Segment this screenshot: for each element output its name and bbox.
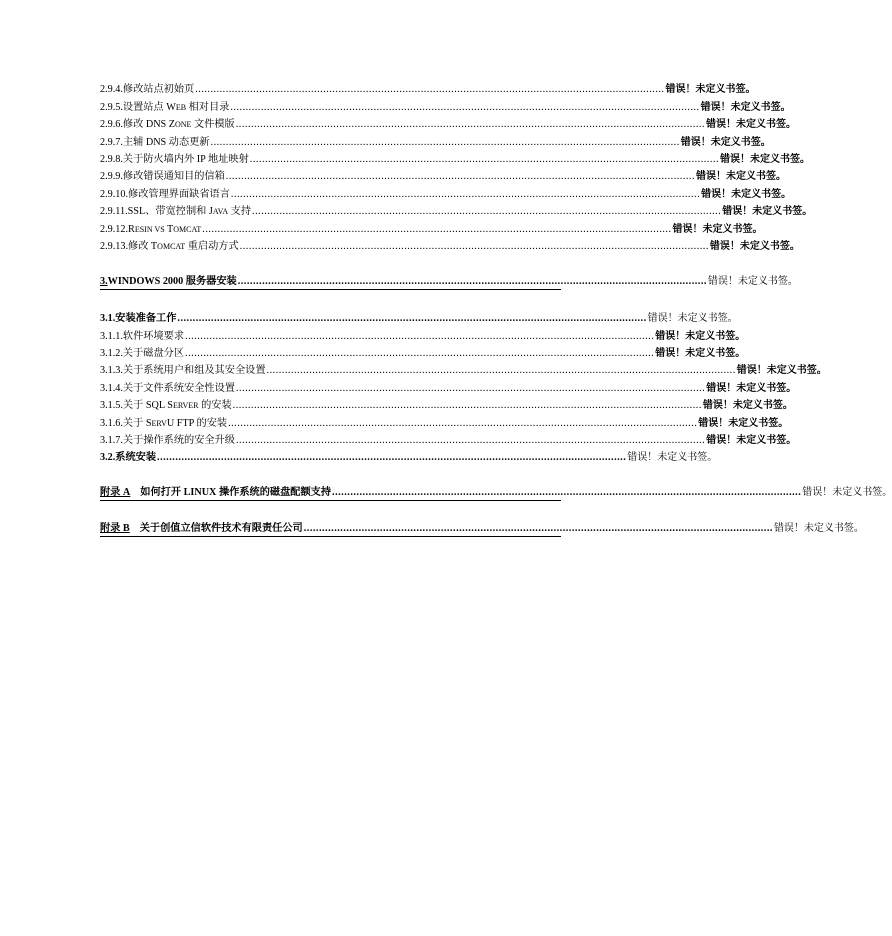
toc-entry[interactable] [100, 237, 800, 254]
toc-entry-title-part: ONE [175, 120, 192, 130]
toc-entry[interactable] [100, 378, 797, 395]
toc-page-ref: 错误！未定义书签。 [706, 435, 797, 447]
toc-page-ref: 错误！未定义书签。 [707, 275, 798, 287]
toc-entry-title: 安装准备工作 [115, 313, 177, 325]
toc-entry-3-1[interactable] [100, 309, 738, 326]
toc-page-ref: 错误！未定义书签。 [655, 330, 746, 342]
toc-entry-number: 2.9.6. [100, 119, 123, 131]
toc-entry-title-part: 相对目录 [186, 101, 230, 113]
toc-entry-title-part: 关于磁盘分区 [122, 348, 185, 360]
toc-entry-title-part: 软件环境要求 [122, 330, 185, 342]
toc-entry-number: 2.9.9. [100, 171, 123, 183]
toc-entry-title-part: 设置站点 W [122, 101, 176, 113]
toc-page-ref: 错误！未定义书签。 [655, 348, 746, 360]
toc-entry-title: WINDOWS 2000 服务器安装 [107, 275, 237, 287]
toc-entry-title [123, 170, 225, 184]
toc-page-ref: 错误！未定义书签。 [680, 136, 771, 148]
toc-page-ref: 错误！未定义书签。 [705, 119, 796, 131]
toc-leader-dots: .......................................................................................................................................................... [235, 435, 706, 447]
toc-entry-title [123, 330, 184, 344]
toc-group-3-1 [100, 326, 827, 448]
toc-entry-number: 3.1.3. [100, 365, 123, 377]
toc-entry-title-part: 支持 [228, 206, 252, 218]
toc-entry-title-part: SSL、带宽控制和 J [127, 206, 213, 218]
toc-entry-appendix-b[interactable] [100, 520, 864, 537]
toc-entry-number: 3.1.6. [100, 417, 123, 429]
toc-leader-dots: .......................................................................................................................................................... [185, 330, 655, 342]
toc-entry-title [123, 382, 235, 396]
toc-leader-dots: .......................................................................................................................................................... [232, 400, 702, 412]
toc-entry-title-part: ERVER [172, 401, 199, 411]
toc-entry-title [123, 364, 266, 378]
toc-page-ref: 错误！未定义书签。 [627, 452, 718, 464]
toc-entry[interactable] [100, 413, 789, 430]
toc-entry[interactable] [100, 80, 756, 97]
toc-entry-title [128, 240, 239, 254]
toc-entry-number: 2.9.7. [100, 136, 123, 148]
toc-entry-title-part: 修改错误通知目的信箱 [122, 171, 225, 183]
toc-entry-number: 3.1.2. [100, 348, 123, 360]
toc-leader-dots: .......................................................................................................................................................... [239, 240, 709, 252]
toc-leader-dots: .......................................................................................................................................................... [195, 84, 665, 96]
toc-leader-dots: .......................................................................................................................................................... [202, 223, 672, 235]
toc-entry-number: 3. [100, 275, 108, 287]
toc-entry-number: 2.9.4. [100, 84, 123, 96]
toc-entry[interactable] [100, 115, 796, 132]
toc-page-ref: 错误！未定义书签。 [700, 101, 791, 113]
toc-entry-title-part: 重启动方式 [185, 240, 239, 252]
toc-entry-title-part: 关于系统用户和组及其安全设置 [122, 365, 266, 377]
toc-entry[interactable] [100, 150, 810, 167]
toc-entry-number: 2.9.10. [100, 188, 129, 200]
toc-page-ref: 错误！未定义书签。 [736, 365, 827, 377]
toc-entry-chapter-3[interactable] [100, 273, 798, 290]
toc-leader-dots: .......................................................................................................................................................... [235, 119, 705, 131]
toc-entry-number: 2.9.13. [100, 240, 129, 252]
toc-entry-number: 2.9.8. [100, 153, 123, 165]
toc-entry-number: 3.2. [100, 452, 116, 464]
toc-entry-title-part: 修改站点初始页 [122, 84, 195, 96]
table-of-contents [100, 80, 892, 537]
toc-entry-title-part: 关于文件系统安全性设置 [122, 382, 235, 394]
toc-leader-dots: .......................................................................................................................................................... [249, 153, 719, 165]
toc-page-ref: 错误！未定义书签。 [722, 206, 813, 218]
toc-entry-title: 系统安装 [115, 452, 157, 464]
toc-entry-title-part: 修改管理界面缺省语言 [128, 188, 230, 200]
toc-entry-title [123, 118, 235, 132]
toc-entry-title-part: 关于 SQL S [122, 400, 173, 412]
toc-page-ref: 错误！未定义书签。 [665, 84, 756, 96]
toc-entry-title [123, 399, 232, 413]
toc-page-ref: 错误！未定义书签。 [698, 417, 789, 429]
toc-leader-dots: .......................................................................................................................................................... [252, 206, 722, 218]
toc-entry-title-part: 的安装 [198, 400, 232, 412]
toc-page-ref: 错误！未定义书签。 [701, 188, 792, 200]
toc-leader-dots: .......................................................................................................................................................... [332, 487, 802, 499]
toc-page-ref: 错误！未定义书签。 [696, 171, 787, 183]
toc-group-2-9 [100, 80, 813, 254]
toc-entry-title [123, 434, 235, 448]
toc-entry-number: 附录 B [100, 523, 130, 535]
toc-entry-number: 3.1.7. [100, 435, 123, 447]
toc-entry[interactable] [100, 97, 791, 114]
toc-leader-dots: .......................................................................................................................................................... [228, 417, 698, 429]
toc-entry-title-part: 主辅 DNS 动态更新 [122, 136, 210, 148]
toc-entry-number: 2.9.11. [100, 206, 128, 218]
toc-page-ref: 错误！未定义书签。 [702, 400, 793, 412]
toc-leader-dots: .......................................................................................................................................................... [303, 523, 773, 535]
toc-entry-number: 3.1.5. [100, 400, 123, 412]
toc-entry-number: 3.1.4. [100, 382, 123, 394]
toc-page-ref: 错误！未定义书签。 [773, 523, 864, 535]
toc-entry[interactable] [100, 396, 793, 413]
toc-page-ref: 错误！未定义书签。 [706, 382, 797, 394]
toc-entry[interactable] [100, 326, 746, 343]
toc-leader-dots: .......................................................................................................................................................... [230, 188, 701, 200]
toc-entry-title [123, 153, 249, 167]
toc-entry-title [123, 83, 194, 97]
toc-entry-title-part: R [128, 223, 135, 235]
toc-entry-title-part: OMCAT [173, 224, 202, 234]
toc-entry-title-part: T [164, 223, 174, 235]
toc-page-ref: 错误！未定义书签。 [802, 487, 892, 499]
toc-entry-title [128, 188, 230, 202]
toc-leader-dots: .......................................................................................................................................................... [230, 101, 700, 113]
toc-leader-dots: .......................................................................................................................................................... [210, 136, 680, 148]
toc-entry-title [123, 136, 210, 150]
toc-entry-title-part: 关于防火墙内外 IP 地址映射 [122, 153, 249, 165]
toc-leader-dots: .......................................................................................................................................................... [177, 313, 647, 325]
toc-entry-title-part: ERV [151, 418, 167, 428]
toc-leader-dots: .......................................................................................................................................................... [225, 171, 696, 183]
toc-entry-number: 3.1. [100, 313, 116, 325]
toc-entry-title-part: 修改 DNS Z [122, 119, 175, 131]
toc-entry[interactable] [100, 344, 746, 361]
toc-leader-dots: .......................................................................................................................................................... [157, 452, 627, 464]
toc-leader-dots: .......................................................................................................................................................... [266, 365, 736, 377]
toc-entry-title-part: 关于 S [122, 417, 152, 429]
toc-entry[interactable] [100, 219, 763, 236]
toc-entry[interactable] [100, 132, 771, 149]
toc-entry-title-part: 关于操作系统的安全升级 [122, 435, 235, 447]
toc-entry-appendix-a[interactable] [100, 484, 892, 501]
toc-entry-number: 2.9.12. [100, 223, 129, 235]
toc-entry-title-part: 文件模版 [191, 119, 235, 131]
toc-entry-title [123, 347, 184, 361]
toc-entry-number: 附录 A [100, 487, 131, 499]
toc-entry[interactable] [100, 167, 787, 184]
toc-leader-dots: .......................................................................................................................................................... [237, 275, 707, 287]
toc-entry-title-part: U FTP 的安装 [166, 417, 228, 429]
toc-entry[interactable] [100, 431, 797, 448]
toc-entry-title [123, 417, 227, 431]
toc-entry-title-part: EB [175, 102, 187, 112]
toc-page-ref: 错误！未定义书签。 [709, 240, 800, 252]
toc-entry-title: 如何打开 LINUX 操作系统的磁盘配额支持 [140, 487, 332, 499]
toc-entry-title-part: OMCAT [157, 241, 186, 251]
toc-entry-title-part: 修改 T [128, 240, 158, 252]
toc-entry-3-2[interactable] [100, 448, 718, 465]
toc-entry-title-part: ESIN VS [134, 224, 165, 234]
toc-entry[interactable] [100, 361, 827, 378]
toc-entry-title [128, 223, 201, 237]
toc-entry-title-part: AVA [212, 207, 229, 217]
toc-entry-title: 关于创值立信软件技术有限责任公司 [139, 523, 303, 535]
toc-leader-dots: .......................................................................................................................................................... [235, 382, 706, 394]
toc-page-ref: 错误！未定义书签。 [672, 223, 763, 235]
toc-entry-title [123, 101, 229, 115]
toc-entry[interactable] [100, 202, 813, 219]
toc-entry-number: 3.1.1. [100, 330, 123, 342]
toc-entry-title [128, 205, 251, 219]
toc-leader-dots: .......................................................................................................................................................... [185, 348, 655, 360]
toc-page-ref: 错误！未定义书签。 [719, 153, 810, 165]
toc-page-ref: 错误！未定义书签。 [647, 313, 738, 325]
toc-entry-number: 2.9.5. [100, 101, 123, 113]
toc-entry[interactable] [100, 184, 792, 201]
